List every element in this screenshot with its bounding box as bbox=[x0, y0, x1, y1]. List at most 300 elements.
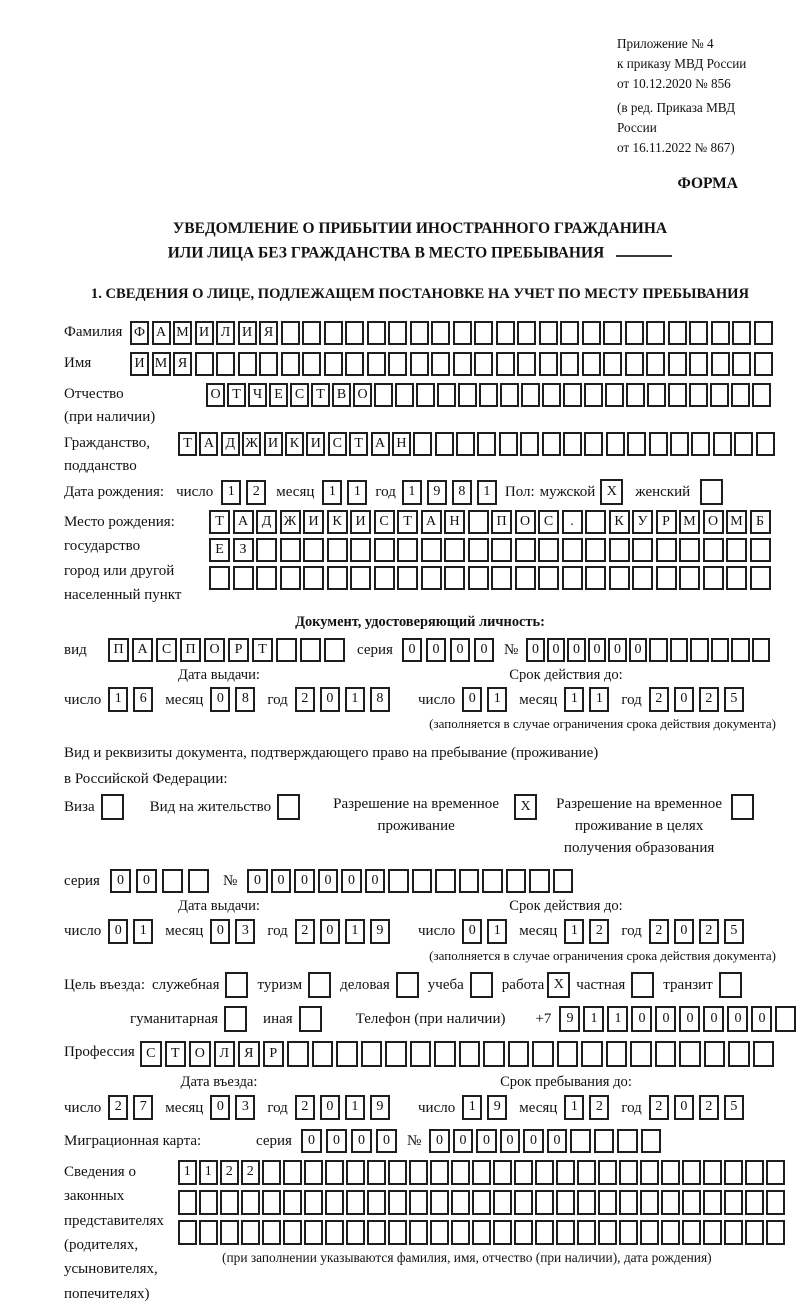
cell-box[interactable] bbox=[609, 538, 630, 562]
cell-box[interactable]: 0 bbox=[751, 1006, 772, 1032]
cell-box[interactable]: 3 bbox=[235, 919, 255, 944]
cell-box[interactable] bbox=[584, 383, 603, 407]
option-temp-residence-edu-checkbox[interactable] bbox=[731, 794, 754, 820]
cell-box[interactable] bbox=[506, 869, 527, 893]
cell-box[interactable] bbox=[577, 1160, 596, 1185]
cell-box[interactable]: 1 bbox=[199, 1160, 218, 1185]
cell-box[interactable] bbox=[724, 1220, 743, 1245]
option-visa-checkbox[interactable] bbox=[101, 794, 124, 820]
cell-box[interactable] bbox=[711, 638, 730, 662]
cell-box[interactable] bbox=[280, 538, 301, 562]
cell-box[interactable]: С bbox=[140, 1041, 162, 1067]
cell-box[interactable]: 8 bbox=[235, 687, 255, 712]
cell-box[interactable] bbox=[766, 1220, 785, 1245]
cell-box[interactable] bbox=[451, 1220, 470, 1245]
cell-box[interactable] bbox=[409, 1160, 428, 1185]
cell-box[interactable]: 0 bbox=[526, 638, 545, 662]
cell-box[interactable] bbox=[734, 432, 753, 456]
cell-box[interactable]: 0 bbox=[351, 1129, 372, 1153]
cell-box[interactable]: 0 bbox=[655, 1006, 676, 1032]
cell-box[interactable] bbox=[431, 321, 450, 345]
cell-box[interactable]: 0 bbox=[547, 638, 566, 662]
cell-box[interactable] bbox=[689, 321, 708, 345]
cell-box[interactable]: 1 bbox=[402, 480, 422, 505]
cell-box[interactable] bbox=[431, 352, 450, 376]
cell-box[interactable]: Л bbox=[216, 321, 235, 345]
cell-box[interactable] bbox=[557, 1041, 579, 1067]
cell-box[interactable]: 5 bbox=[724, 919, 744, 944]
cell-box[interactable] bbox=[535, 1160, 554, 1185]
cell-box[interactable]: Ж bbox=[280, 510, 301, 534]
cell-box[interactable]: 2 bbox=[649, 687, 669, 712]
cell-box[interactable] bbox=[262, 1160, 281, 1185]
cell-box[interactable]: 1 bbox=[345, 687, 365, 712]
cell-box[interactable]: 0 bbox=[474, 638, 494, 662]
cell-box[interactable] bbox=[756, 432, 775, 456]
cell-box[interactable]: С bbox=[328, 432, 347, 456]
cell-box[interactable]: 2 bbox=[246, 480, 266, 505]
cell-box[interactable]: 0 bbox=[110, 869, 131, 893]
cell-box[interactable] bbox=[283, 1160, 302, 1185]
cell-box[interactable]: М bbox=[152, 352, 171, 376]
cell-box[interactable] bbox=[308, 972, 331, 998]
cell-box[interactable]: 2 bbox=[241, 1160, 260, 1185]
cell-box[interactable] bbox=[412, 869, 433, 893]
cell-box[interactable] bbox=[374, 383, 393, 407]
cell-box[interactable] bbox=[670, 638, 689, 662]
cell-box[interactable] bbox=[532, 1041, 554, 1067]
cell-box[interactable]: Т bbox=[178, 432, 197, 456]
cell-box[interactable] bbox=[453, 321, 472, 345]
cell-box[interactable] bbox=[410, 1041, 432, 1067]
cell-box[interactable] bbox=[750, 566, 771, 590]
cell-box[interactable]: 1 bbox=[345, 1095, 365, 1120]
cell-box[interactable]: 0 bbox=[320, 1095, 340, 1120]
cell-box[interactable] bbox=[711, 321, 730, 345]
cell-box[interactable] bbox=[700, 479, 723, 505]
cell-box[interactable]: Н bbox=[444, 510, 465, 534]
cell-box[interactable] bbox=[711, 352, 730, 376]
cell-box[interactable]: 7 bbox=[133, 1095, 153, 1120]
cell-box[interactable]: 9 bbox=[487, 1095, 507, 1120]
cell-box[interactable]: 1 bbox=[607, 1006, 628, 1032]
cell-box[interactable] bbox=[409, 1190, 428, 1215]
cell-box[interactable] bbox=[690, 638, 709, 662]
cell-box[interactable]: 1 bbox=[347, 480, 367, 505]
cell-box[interactable] bbox=[563, 432, 582, 456]
purpose-study-checkbox[interactable] bbox=[470, 972, 493, 998]
cell-box[interactable] bbox=[603, 352, 622, 376]
purpose-tourism-checkbox[interactable] bbox=[308, 972, 331, 998]
cell-box[interactable] bbox=[281, 352, 300, 376]
cell-box[interactable] bbox=[421, 538, 442, 562]
cell-box[interactable]: Т bbox=[227, 383, 246, 407]
cell-box[interactable] bbox=[542, 383, 561, 407]
cell-box[interactable] bbox=[367, 1160, 386, 1185]
cell-box[interactable]: Е bbox=[209, 538, 230, 562]
cell-box[interactable]: 2 bbox=[699, 1095, 719, 1120]
cell-box[interactable]: 0 bbox=[629, 638, 648, 662]
cell-box[interactable] bbox=[280, 566, 301, 590]
cell-box[interactable] bbox=[458, 383, 477, 407]
cell-box[interactable] bbox=[491, 538, 512, 562]
cell-box[interactable] bbox=[703, 1190, 722, 1215]
cell-box[interactable]: Н bbox=[392, 432, 411, 456]
cell-box[interactable] bbox=[470, 972, 493, 998]
cell-box[interactable]: . bbox=[562, 510, 583, 534]
cell-box[interactable]: 0 bbox=[674, 687, 694, 712]
cell-box[interactable] bbox=[303, 538, 324, 562]
cell-box[interactable]: И bbox=[303, 510, 324, 534]
cell-box[interactable] bbox=[346, 1220, 365, 1245]
cell-box[interactable]: С bbox=[290, 383, 309, 407]
cell-box[interactable] bbox=[493, 1190, 512, 1215]
cell-box[interactable] bbox=[303, 566, 324, 590]
cell-box[interactable] bbox=[413, 432, 432, 456]
cell-box[interactable] bbox=[570, 1129, 591, 1153]
cell-box[interactable] bbox=[281, 321, 300, 345]
cell-box[interactable]: Л bbox=[214, 1041, 236, 1067]
cell-box[interactable]: 0 bbox=[318, 869, 339, 893]
cell-box[interactable] bbox=[325, 1160, 344, 1185]
cell-box[interactable] bbox=[336, 1041, 358, 1067]
cell-box[interactable]: А bbox=[233, 510, 254, 534]
cell-box[interactable]: 0 bbox=[450, 638, 470, 662]
cell-box[interactable]: С bbox=[156, 638, 177, 662]
cell-box[interactable]: 1 bbox=[487, 687, 507, 712]
cell-box[interactable] bbox=[649, 432, 668, 456]
cell-box[interactable] bbox=[515, 538, 536, 562]
cell-box[interactable]: 9 bbox=[370, 919, 390, 944]
cell-box[interactable]: К bbox=[609, 510, 630, 534]
cell-box[interactable] bbox=[397, 538, 418, 562]
cell-box[interactable] bbox=[605, 383, 624, 407]
cell-box[interactable]: О bbox=[353, 383, 372, 407]
cell-box[interactable] bbox=[581, 1041, 603, 1067]
cell-box[interactable]: 0 bbox=[588, 638, 607, 662]
cell-box[interactable] bbox=[731, 794, 754, 820]
cell-box[interactable] bbox=[598, 1220, 617, 1245]
cell-box[interactable]: 0 bbox=[320, 919, 340, 944]
cell-box[interactable] bbox=[367, 321, 386, 345]
cell-box[interactable]: 2 bbox=[295, 1095, 315, 1120]
cell-box[interactable]: 2 bbox=[589, 1095, 609, 1120]
cell-box[interactable] bbox=[397, 566, 418, 590]
cell-box[interactable]: 2 bbox=[699, 687, 719, 712]
cell-box[interactable]: И bbox=[130, 352, 149, 376]
cell-box[interactable]: 2 bbox=[699, 919, 719, 944]
cell-box[interactable]: 5 bbox=[724, 687, 744, 712]
cell-box[interactable] bbox=[367, 1190, 386, 1215]
cell-box[interactable] bbox=[766, 1160, 785, 1185]
cell-box[interactable] bbox=[416, 383, 435, 407]
cell-box[interactable] bbox=[732, 321, 751, 345]
cell-box[interactable] bbox=[459, 1041, 481, 1067]
cell-box[interactable] bbox=[535, 1220, 554, 1245]
cell-box[interactable]: 0 bbox=[453, 1129, 474, 1153]
cell-box[interactable] bbox=[535, 1190, 554, 1215]
cell-box[interactable] bbox=[520, 432, 539, 456]
cell-box[interactable] bbox=[472, 1190, 491, 1215]
cell-box[interactable] bbox=[395, 383, 414, 407]
cell-box[interactable] bbox=[626, 383, 645, 407]
cell-box[interactable] bbox=[539, 352, 558, 376]
cell-box[interactable] bbox=[745, 1220, 764, 1245]
cell-box[interactable]: 0 bbox=[567, 638, 586, 662]
cell-box[interactable] bbox=[385, 1041, 407, 1067]
cell-box[interactable] bbox=[483, 1041, 505, 1067]
cell-box[interactable]: Т bbox=[311, 383, 330, 407]
cell-box[interactable]: З bbox=[233, 538, 254, 562]
cell-box[interactable] bbox=[327, 538, 348, 562]
cell-box[interactable]: Я bbox=[238, 1041, 260, 1067]
cell-box[interactable]: 0 bbox=[674, 1095, 694, 1120]
cell-box[interactable]: Б bbox=[750, 510, 771, 534]
cell-box[interactable] bbox=[241, 1220, 260, 1245]
cell-box[interactable]: 0 bbox=[210, 919, 230, 944]
cell-box[interactable] bbox=[625, 352, 644, 376]
cell-box[interactable] bbox=[577, 1190, 596, 1215]
cell-box[interactable]: 6 bbox=[133, 687, 153, 712]
cell-box[interactable]: 3 bbox=[235, 1095, 255, 1120]
cell-box[interactable]: А bbox=[152, 321, 171, 345]
cell-box[interactable] bbox=[630, 1041, 652, 1067]
cell-box[interactable] bbox=[312, 1041, 334, 1067]
cell-box[interactable]: 0 bbox=[523, 1129, 544, 1153]
cell-box[interactable] bbox=[324, 321, 343, 345]
cell-box[interactable] bbox=[444, 566, 465, 590]
cell-box[interactable] bbox=[582, 321, 601, 345]
cell-box[interactable] bbox=[324, 352, 343, 376]
cell-box[interactable] bbox=[606, 1041, 628, 1067]
cell-box[interactable] bbox=[582, 352, 601, 376]
cell-box[interactable]: 1 bbox=[221, 480, 241, 505]
cell-box[interactable] bbox=[451, 1160, 470, 1185]
cell-box[interactable] bbox=[220, 1190, 239, 1215]
cell-box[interactable]: 2 bbox=[108, 1095, 128, 1120]
cell-box[interactable] bbox=[745, 1160, 764, 1185]
cell-box[interactable] bbox=[241, 1190, 260, 1215]
cell-box[interactable] bbox=[594, 1129, 615, 1153]
purpose-work-checkbox[interactable] bbox=[547, 972, 570, 998]
cell-box[interactable] bbox=[710, 383, 729, 407]
cell-box[interactable]: 0 bbox=[402, 638, 422, 662]
cell-box[interactable]: 0 bbox=[326, 1129, 347, 1153]
cell-box[interactable]: 1 bbox=[564, 919, 584, 944]
cell-box[interactable] bbox=[640, 1220, 659, 1245]
cell-box[interactable] bbox=[283, 1190, 302, 1215]
cell-box[interactable] bbox=[556, 1160, 575, 1185]
cell-box[interactable] bbox=[178, 1190, 197, 1215]
cell-box[interactable] bbox=[262, 1220, 281, 1245]
cell-box[interactable] bbox=[216, 352, 235, 376]
cell-box[interactable] bbox=[640, 1190, 659, 1215]
cell-box[interactable]: 0 bbox=[365, 869, 386, 893]
cell-box[interactable] bbox=[609, 566, 630, 590]
cell-box[interactable]: С bbox=[538, 510, 559, 534]
cell-box[interactable]: П bbox=[180, 638, 201, 662]
cell-box[interactable] bbox=[468, 566, 489, 590]
cell-box[interactable] bbox=[529, 869, 550, 893]
cell-box[interactable] bbox=[724, 1190, 743, 1215]
cell-box[interactable]: 0 bbox=[727, 1006, 748, 1032]
cell-box[interactable]: 1 bbox=[583, 1006, 604, 1032]
cell-box[interactable] bbox=[679, 566, 700, 590]
cell-box[interactable] bbox=[752, 638, 771, 662]
cell-box[interactable]: 0 bbox=[210, 1095, 230, 1120]
cell-box[interactable] bbox=[199, 1220, 218, 1245]
cell-box[interactable]: 0 bbox=[462, 919, 482, 944]
cell-box[interactable] bbox=[585, 510, 606, 534]
cell-box[interactable] bbox=[477, 432, 496, 456]
cell-box[interactable] bbox=[619, 1220, 638, 1245]
cell-box[interactable]: М bbox=[679, 510, 700, 534]
cell-box[interactable] bbox=[300, 638, 321, 662]
cell-box[interactable]: 2 bbox=[649, 919, 669, 944]
cell-box[interactable] bbox=[514, 1190, 533, 1215]
cell-box[interactable] bbox=[324, 638, 345, 662]
cell-box[interactable]: 0 bbox=[703, 1006, 724, 1032]
cell-box[interactable]: 0 bbox=[547, 1129, 568, 1153]
cell-box[interactable] bbox=[188, 869, 209, 893]
cell-box[interactable] bbox=[766, 1190, 785, 1215]
cell-box[interactable]: А bbox=[371, 432, 390, 456]
cell-box[interactable]: 0 bbox=[136, 869, 157, 893]
cell-box[interactable] bbox=[388, 1160, 407, 1185]
cell-box[interactable] bbox=[262, 1190, 281, 1215]
cell-box[interactable]: 0 bbox=[376, 1129, 397, 1153]
cell-box[interactable] bbox=[299, 1006, 322, 1032]
cell-box[interactable] bbox=[256, 538, 277, 562]
cell-box[interactable]: 1 bbox=[477, 480, 497, 505]
cell-box[interactable] bbox=[617, 1129, 638, 1153]
cell-box[interactable] bbox=[435, 869, 456, 893]
phone-boxes[interactable] bbox=[559, 1006, 796, 1032]
cell-box[interactable] bbox=[276, 638, 297, 662]
cell-box[interactable]: Т bbox=[397, 510, 418, 534]
cell-box[interactable] bbox=[388, 1190, 407, 1215]
cell-box[interactable] bbox=[632, 538, 653, 562]
cell-box[interactable] bbox=[499, 432, 518, 456]
cell-box[interactable]: О bbox=[703, 510, 724, 534]
cell-box[interactable]: 0 bbox=[674, 919, 694, 944]
cell-box[interactable] bbox=[731, 638, 750, 662]
cell-box[interactable] bbox=[656, 538, 677, 562]
cell-box[interactable]: Р bbox=[263, 1041, 285, 1067]
cell-box[interactable] bbox=[304, 1220, 323, 1245]
cell-box[interactable] bbox=[367, 352, 386, 376]
cell-box[interactable] bbox=[224, 1006, 247, 1032]
cell-box[interactable]: И bbox=[264, 432, 283, 456]
cell-box[interactable] bbox=[410, 352, 429, 376]
cell-box[interactable]: П bbox=[108, 638, 129, 662]
cell-box[interactable] bbox=[728, 1041, 750, 1067]
cell-box[interactable] bbox=[689, 352, 708, 376]
cell-box[interactable]: А bbox=[132, 638, 153, 662]
cell-box[interactable] bbox=[556, 1220, 575, 1245]
cell-box[interactable] bbox=[195, 352, 214, 376]
cell-box[interactable] bbox=[500, 383, 519, 407]
cell-box[interactable]: 9 bbox=[427, 480, 447, 505]
cell-box[interactable]: 0 bbox=[301, 1129, 322, 1153]
cell-box[interactable] bbox=[304, 1160, 323, 1185]
cell-box[interactable]: 0 bbox=[426, 638, 446, 662]
cell-box[interactable]: 5 bbox=[724, 1095, 744, 1120]
cell-box[interactable] bbox=[479, 383, 498, 407]
cell-box[interactable]: 0 bbox=[462, 687, 482, 712]
cell-box[interactable] bbox=[474, 352, 493, 376]
cell-box[interactable] bbox=[632, 566, 653, 590]
cell-box[interactable] bbox=[388, 1220, 407, 1245]
cell-box[interactable] bbox=[775, 1006, 796, 1032]
cell-box[interactable] bbox=[661, 1220, 680, 1245]
cell-box[interactable] bbox=[646, 352, 665, 376]
cell-box[interactable]: Е bbox=[269, 383, 288, 407]
cell-box[interactable] bbox=[361, 1041, 383, 1067]
cell-box[interactable] bbox=[493, 1160, 512, 1185]
cell-box[interactable] bbox=[752, 383, 771, 407]
cell-box[interactable]: 1 bbox=[108, 687, 128, 712]
cell-box[interactable] bbox=[606, 432, 625, 456]
purpose-official-checkbox[interactable] bbox=[225, 972, 248, 998]
cell-box[interactable]: Я bbox=[259, 321, 278, 345]
cell-box[interactable] bbox=[472, 1160, 491, 1185]
cell-box[interactable] bbox=[421, 566, 442, 590]
cell-box[interactable]: 0 bbox=[294, 869, 315, 893]
purpose-private-checkbox[interactable] bbox=[631, 972, 654, 998]
cell-box[interactable] bbox=[388, 321, 407, 345]
option-residence-permit-checkbox[interactable] bbox=[277, 794, 300, 820]
cell-box[interactable]: Д bbox=[256, 510, 277, 534]
cell-box[interactable]: 1 bbox=[178, 1160, 197, 1185]
cell-box[interactable]: Д bbox=[221, 432, 240, 456]
cell-box[interactable] bbox=[374, 566, 395, 590]
cell-box[interactable] bbox=[640, 1160, 659, 1185]
cell-box[interactable] bbox=[542, 432, 561, 456]
cell-box[interactable] bbox=[430, 1160, 449, 1185]
cell-box[interactable]: 0 bbox=[500, 1129, 521, 1153]
purpose-other-checkbox[interactable] bbox=[299, 1006, 322, 1032]
cell-box[interactable] bbox=[508, 1041, 530, 1067]
cell-box[interactable]: А bbox=[421, 510, 442, 534]
cell-box[interactable] bbox=[302, 352, 321, 376]
cell-box[interactable] bbox=[619, 1190, 638, 1215]
cell-box[interactable]: 0 bbox=[631, 1006, 652, 1032]
cell-box[interactable]: X bbox=[547, 972, 570, 998]
cell-box[interactable] bbox=[682, 1160, 701, 1185]
cell-box[interactable] bbox=[259, 352, 278, 376]
cell-box[interactable]: 8 bbox=[452, 480, 472, 505]
cell-box[interactable]: Я bbox=[173, 352, 192, 376]
purpose-transit-checkbox[interactable] bbox=[719, 972, 742, 998]
cell-box[interactable]: 0 bbox=[476, 1129, 497, 1153]
cell-box[interactable] bbox=[517, 321, 536, 345]
cell-box[interactable] bbox=[515, 566, 536, 590]
cell-box[interactable]: 8 bbox=[370, 687, 390, 712]
cell-box[interactable]: Т bbox=[209, 510, 230, 534]
cell-box[interactable] bbox=[496, 352, 515, 376]
cell-box[interactable] bbox=[456, 432, 475, 456]
cell-box[interactable] bbox=[585, 538, 606, 562]
cell-box[interactable] bbox=[287, 1041, 309, 1067]
cell-box[interactable] bbox=[661, 1160, 680, 1185]
cell-box[interactable] bbox=[668, 383, 687, 407]
cell-box[interactable]: 0 bbox=[271, 869, 292, 893]
cell-box[interactable] bbox=[256, 566, 277, 590]
cell-box[interactable] bbox=[745, 1190, 764, 1215]
cell-box[interactable] bbox=[101, 794, 124, 820]
cell-box[interactable] bbox=[302, 321, 321, 345]
